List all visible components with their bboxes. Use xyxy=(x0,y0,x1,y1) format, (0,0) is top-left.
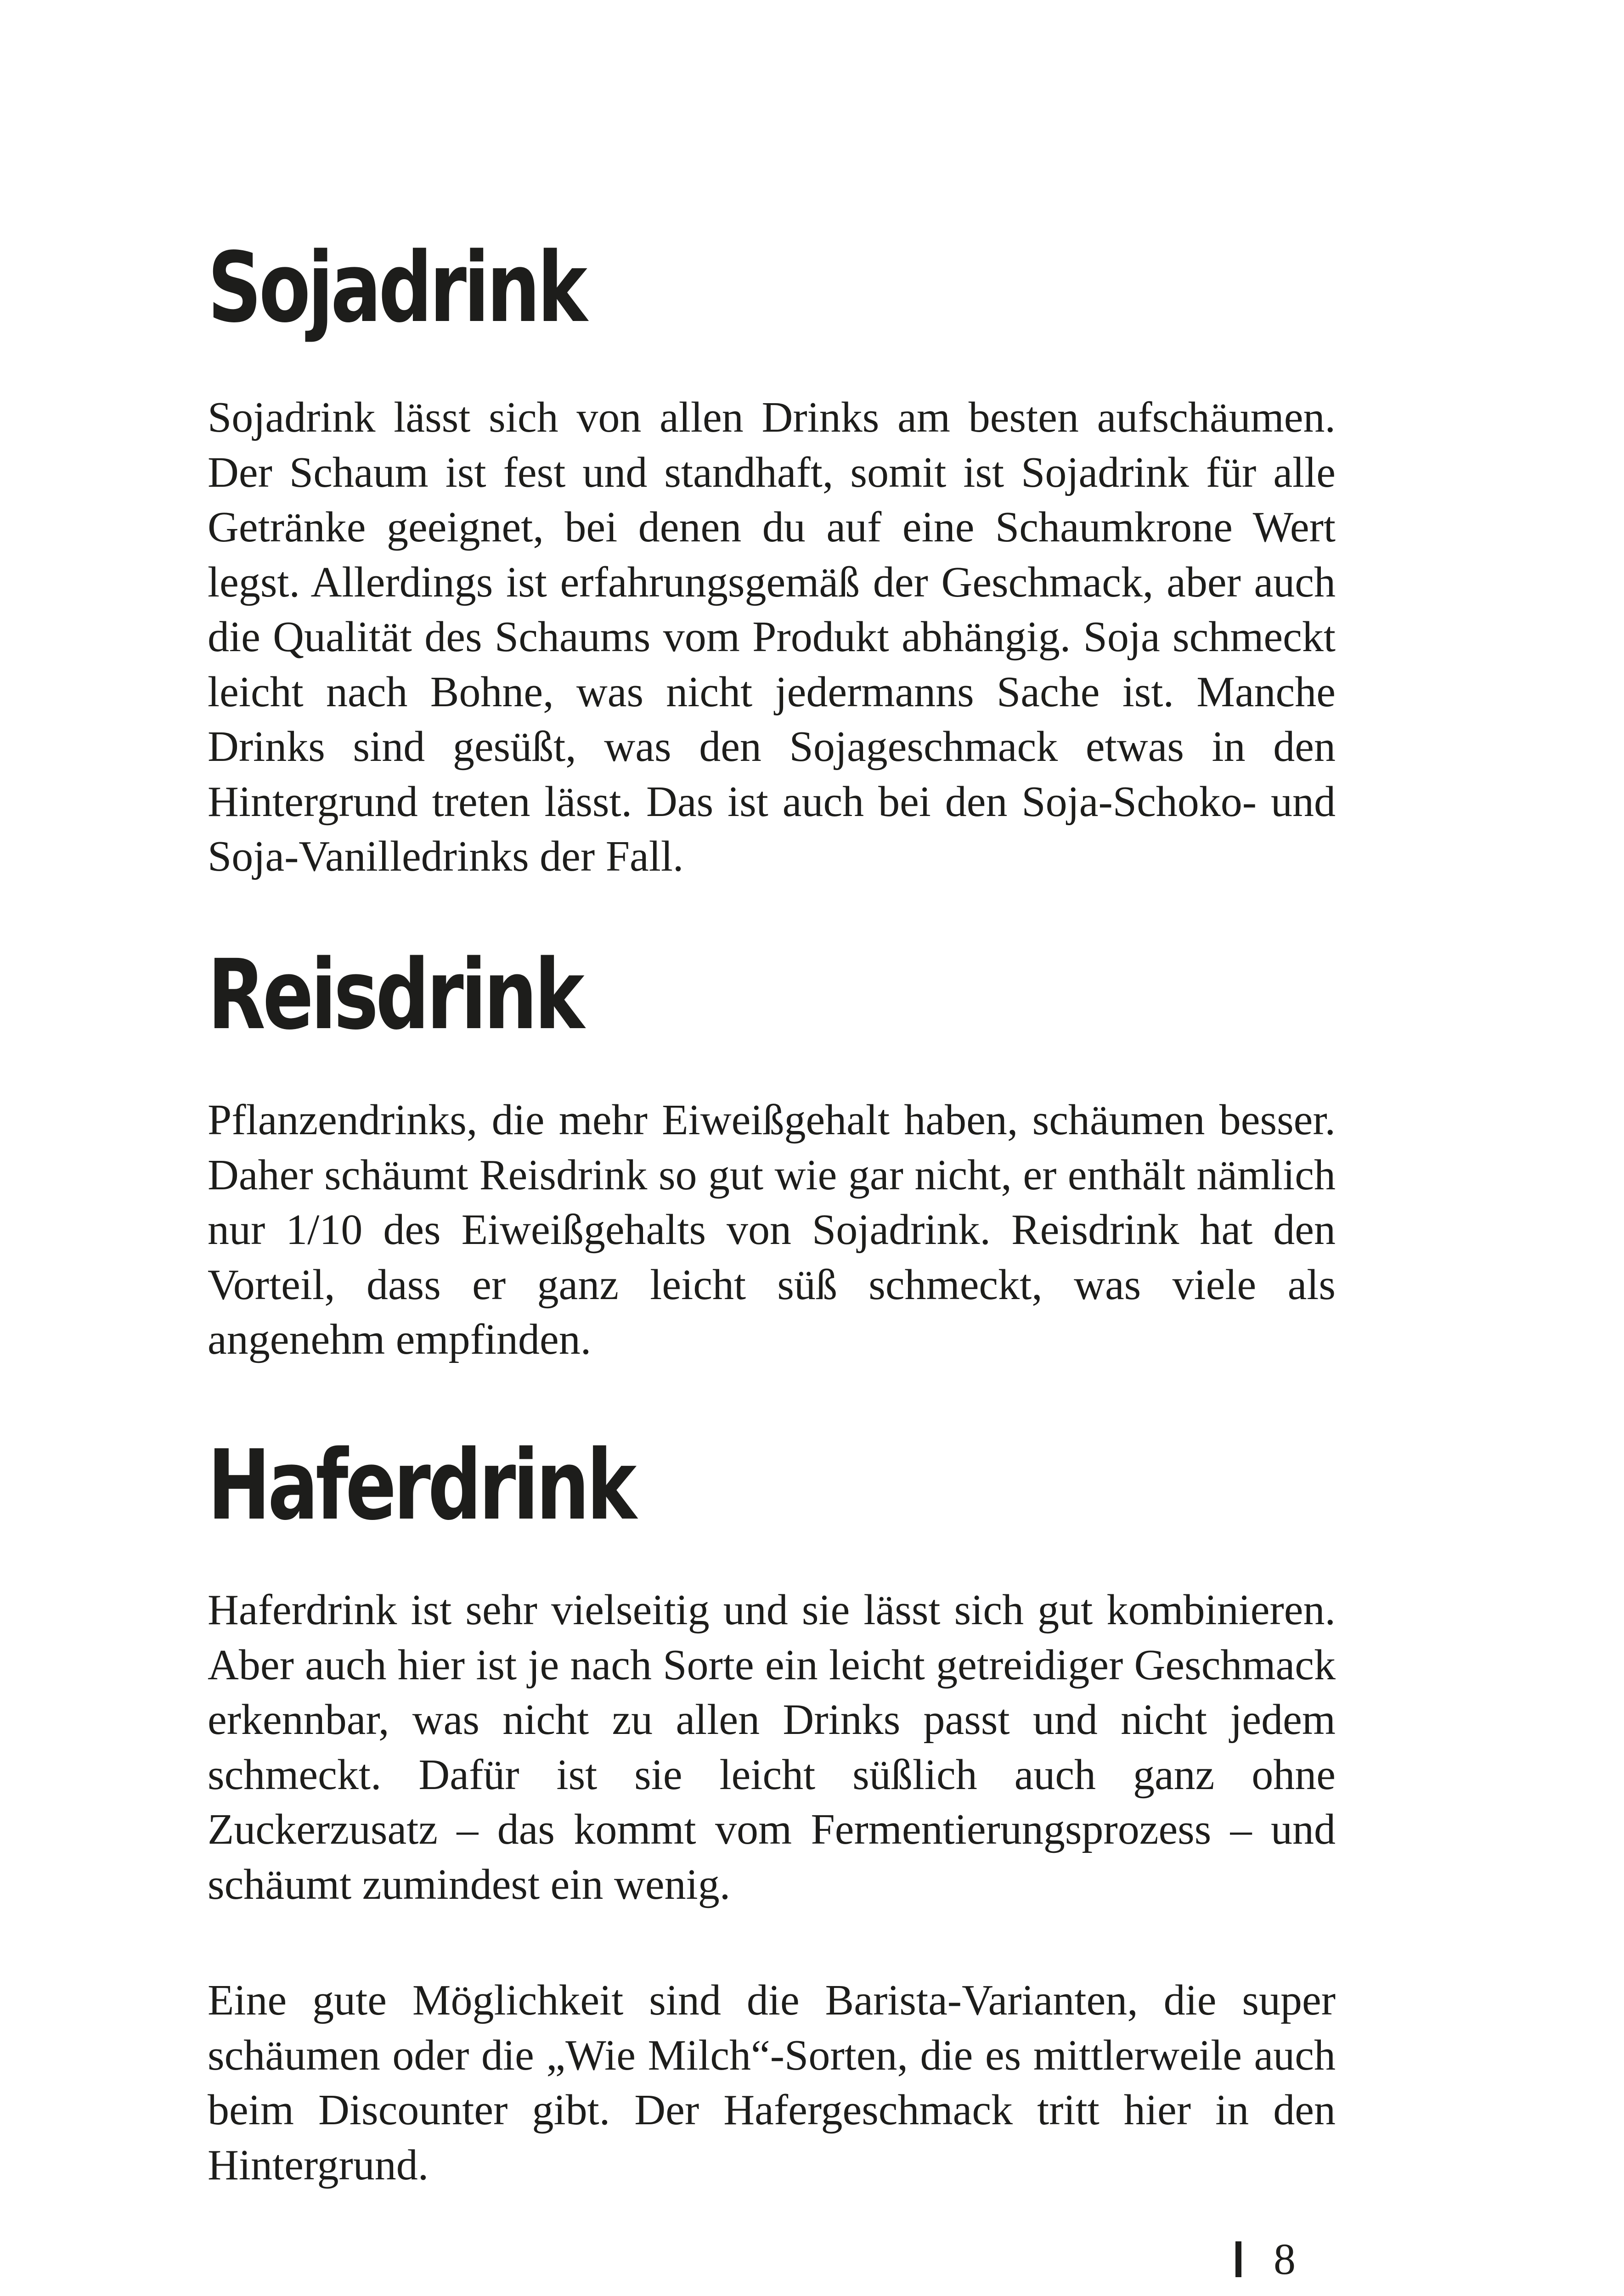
paragraph-sojadrink: Sojadrink lässt sich von allen Drinks am besten aufschäumen. Der Schaum ist fest und standhaft, somit ist Sojadrink für alle Getränke geeignet, bei denen du auf eine Schaumkrone Wert legst. Allerdings ist erfahrungsgemäß der Geschmack, aber auch die Qualität des Schaums vom Produkt abhängig. Soja schmeckt leicht nach Bohne, was nicht jedermanns Sache ist. Manche Drinks sind gesüßt, was den Sojageschmack etwas in den Hintergrund treten lässt. Das ist auch bei den Soja-Schoko- und Soja-Vanilledrinks der Fall. xyxy=(208,394,1336,880)
section-heading-haferdrink: Haferdrink xyxy=(208,1429,634,1542)
paragraph-reisdrink: Pflanzendrinks, die mehr Eiweißgehalt haben, schäumen besser. Daher schäumt Reisdrink so gut wie gar nicht, er enthält nämlich nur 1/10 des Eiweißgehalts von Sojadrink. Reisdrink hat den Vorteil, dass er ganz leicht süß schmeckt, was viele als angenehm empfinden. xyxy=(208,1096,1336,1363)
footer-divider-bar xyxy=(1235,2241,1241,2277)
section-heading-reisdrink: Reisdrink xyxy=(208,939,582,1051)
section-heading-sojadrink: Sojadrink xyxy=(208,231,585,344)
paragraph-haferdrink-1: Haferdrink ist sehr vielseitig und sie lässt sich gut kombinieren. Aber auch hier ist je nach Sorte ein leicht getreidiger Geschmack erkennbar, was nicht zu allen Drinks passt und nicht jedem schmeckt. Dafür ist sie leicht süßlich auch ganz ohne Zuckerzusatz – das kommt vom Fermentierungsprozess – und schäumt zumindest ein wenig. xyxy=(208,1586,1336,1908)
paragraph-haferdrink-2: Eine gute Möglichkeit sind die Barista-Varianten, die super schäumen oder die „Wie Milch“-Sorten, die es mittlerweile auch beim Discounter gibt. Der Hafergeschmack tritt hier in den Hintergrund. xyxy=(208,1976,1336,2189)
page-number: 8 xyxy=(1274,2234,1296,2284)
page-footer xyxy=(1235,2236,1296,2282)
